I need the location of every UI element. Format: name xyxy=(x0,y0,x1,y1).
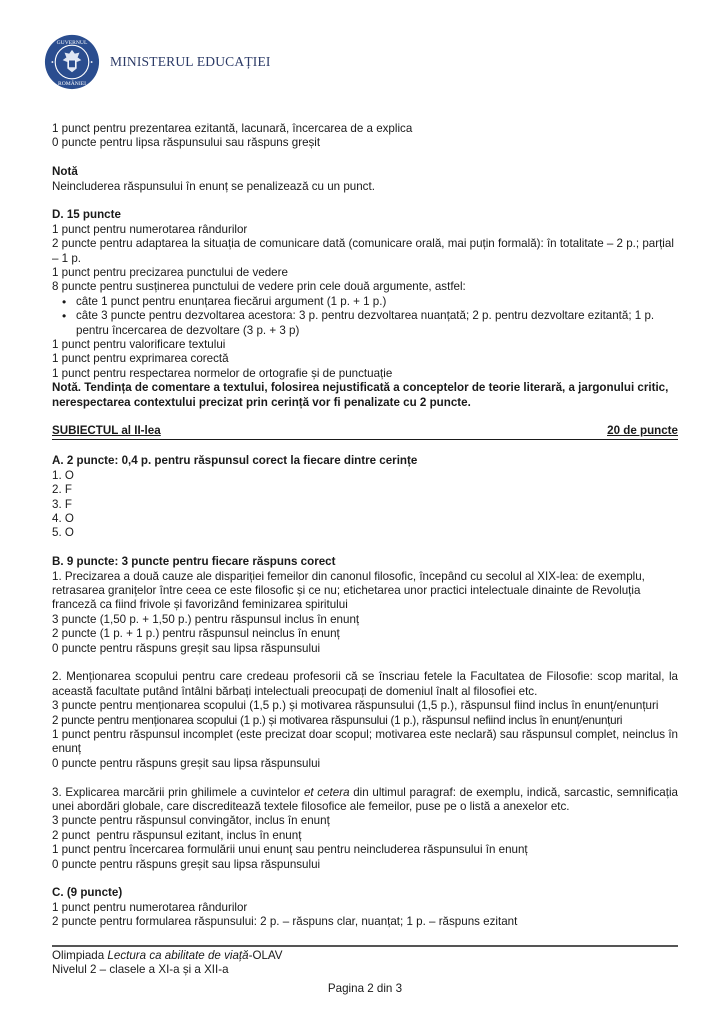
section-d-line: 2 puncte pentru adaptarea la situația de comunicare dată (comunicare orală, mai puțin formală): în totalitate – 2 p.; parțial – 1 p. xyxy=(52,237,674,265)
intro-line: 0 puncte pentru lipsa răspunsului sau răspuns greșit xyxy=(52,136,321,150)
section-d-line: 1 punct pentru numerotarea rândurilor xyxy=(52,222,248,236)
section-c-line: 1 punct pentru numerotarea rândurilor xyxy=(52,900,248,914)
b-item1-scoring: 0 puncte pentru răspuns greșit sau lipsa răspunsului xyxy=(52,641,321,655)
et-cetera-italic: et cetera xyxy=(303,785,350,799)
section-d-title: D. 15 puncte xyxy=(52,208,121,222)
note-title: Notă xyxy=(52,165,78,179)
subject-points: 20 de puncte xyxy=(607,424,678,438)
svg-text:GUVERNUL: GUVERNUL xyxy=(56,39,88,46)
b-item2-scoring: 0 puncte pentru răspuns greșit sau lipsa răspunsului xyxy=(52,756,321,770)
ministry-name: MINISTERUL EDUCAȚIEI xyxy=(110,54,271,69)
subject-title: SUBIECTUL al II-lea xyxy=(52,424,161,438)
government-seal-icon xyxy=(44,34,100,90)
answer-item: 3. F xyxy=(52,497,72,511)
bullet-item: • câte 1 punct pentru enunțarea fiecărui argument (1 p. + 1 p.) xyxy=(76,295,678,309)
document-footer xyxy=(52,949,678,996)
section-d-line: 1 punct pentru exprimarea corectă xyxy=(52,352,229,366)
b-item3-scoring: 2 punct pentru răspunsul ezitant, inclus în enunț xyxy=(52,828,302,842)
b-item3-scoring: 0 puncte pentru răspuns greșit sau lipsa răspunsului xyxy=(52,857,321,871)
bullet-item: • câte 3 puncte pentru dezvoltarea acestora: 3 p. pentru dezvoltarea nuanțată; 2 p. pentru dezvoltare ezitantă; 1 p. pentru încercarea de dezvoltare (3 p. + 3 p) xyxy=(76,309,678,338)
b-item3-scoring: 1 punct pentru încercarea formulării unui enunț sau pentru neincluderea răspunsului în enunț xyxy=(52,843,528,857)
answer-item: 5. O xyxy=(52,526,74,540)
b-item2-scoring: 2 puncte pentru menționarea scopului (1 p.) și motivarea răspunsului (1 p.), răspunsul nefiind inclus în enunț/enunțuri xyxy=(52,713,623,727)
document-header xyxy=(44,30,271,94)
document-body xyxy=(52,122,678,930)
subject-heading xyxy=(52,424,678,439)
page-number: Pagina 2 din 3 xyxy=(327,981,403,995)
b-item1-scoring: 2 puncte (1 p. + 1 p.) pentru răspunsul neinclus în enunț xyxy=(52,627,340,641)
footer-level: Nivelul 2 – clasele a XI-a și a XII-a xyxy=(52,963,229,977)
b-item1-text: 1. Precizarea a două cauze ale dispariției femeilor din canonul filosofic, începând cu secolul al XIX-lea: de exemplu, retrasarea granițelor între ceea ce este filosofic și ce nu; etichetarea unor practici intelectuale dinainte de Revoluția franceză ca fiind frivole și favorizând feminizarea spiritului xyxy=(52,569,645,612)
section-d-line: 1 punct pentru respectarea normelor de ortografie și de punctuație xyxy=(52,366,393,380)
section-c-line: 2 puncte pentru formularea răspunsului: 2 p. – răspuns clar, nuanțat; 1 p. – răspuns ezitant xyxy=(52,915,518,929)
section-d-line: 1 punct pentru precizarea punctului de vedere xyxy=(52,266,288,280)
section-a-title: A. 2 puncte: 0,4 p. pentru răspunsul corect la fiecare dintre cerințe xyxy=(52,454,418,468)
note-text: Neincluderea răspunsului în enunț se penalizează cu un punct. xyxy=(52,179,375,193)
section-d-line: 1 punct pentru valorificare textului xyxy=(52,338,226,352)
section-c-title: C. (9 puncte) xyxy=(52,886,123,900)
footer-divider xyxy=(52,945,678,947)
b-item2-text: 2. Menționarea scopului pentru care credeau profesorii că se înscriau fetele la Facultatea de Filosofie: scop marital, la această facultate putând întâlni bărbați intelectuali preocupați de domeniul înalt al filosofiei etc. xyxy=(52,670,678,698)
answer-item: 2. F xyxy=(52,483,72,497)
b-item3-scoring: 3 puncte pentru răspunsul convingător, inclus în enunț xyxy=(52,814,330,828)
intro-line: 1 punct pentru prezentarea ezitantă, lacunară, încercarea de a explica xyxy=(52,122,413,135)
svg-text:ROMÂNIEI: ROMÂNIEI xyxy=(58,80,86,87)
answer-item: 4. O xyxy=(52,511,74,525)
footer-olympiad: Olimpiada Lectura ca abilitate de viață-OLAV xyxy=(52,949,283,962)
b-item1-scoring: 3 puncte (1,50 p. + 1,50 p.) pentru răspunsul inclus în enunț xyxy=(52,612,360,626)
b-item2-scoring: 3 puncte pentru menționarea scopului (1,5 p.) și motivarea răspunsului (1,5 p.), răspunsul fiind inclus în enunț/enunțuri xyxy=(52,699,659,713)
section-b-title: B. 9 puncte: 3 puncte pentru fiecare răspuns corect xyxy=(52,555,336,569)
section-d-bullets xyxy=(52,295,678,338)
b-item3-text: 3. Explicarea marcării prin ghilimele a cuvintelor et cetera din ultimul paragraf: de exemplu, indică, sarcastic, semnificația unei abordări globale, care discreditează textele filosofice ale femeilor, puse pe o listă a anexelor etc. xyxy=(52,785,678,813)
answer-item: 1. O xyxy=(52,468,74,482)
b-item2-scoring: 1 punct pentru răspunsul incomplet (este precizat doar scopul; motivarea este neclară) sau răspunsul complet, neinclus în enunț xyxy=(52,727,678,756)
section-d-note: Notă. Tendința de comentare a textului, folosirea nejustificată a conceptelor de teorie literară, a jargonului critic, nerespectarea contextului precizat prin cerință vor fi penalizate cu 2 puncte. xyxy=(52,381,669,409)
section-d-line: 8 puncte pentru susținerea punctului de vedere prin cele două argumente, astfel: xyxy=(52,280,466,294)
